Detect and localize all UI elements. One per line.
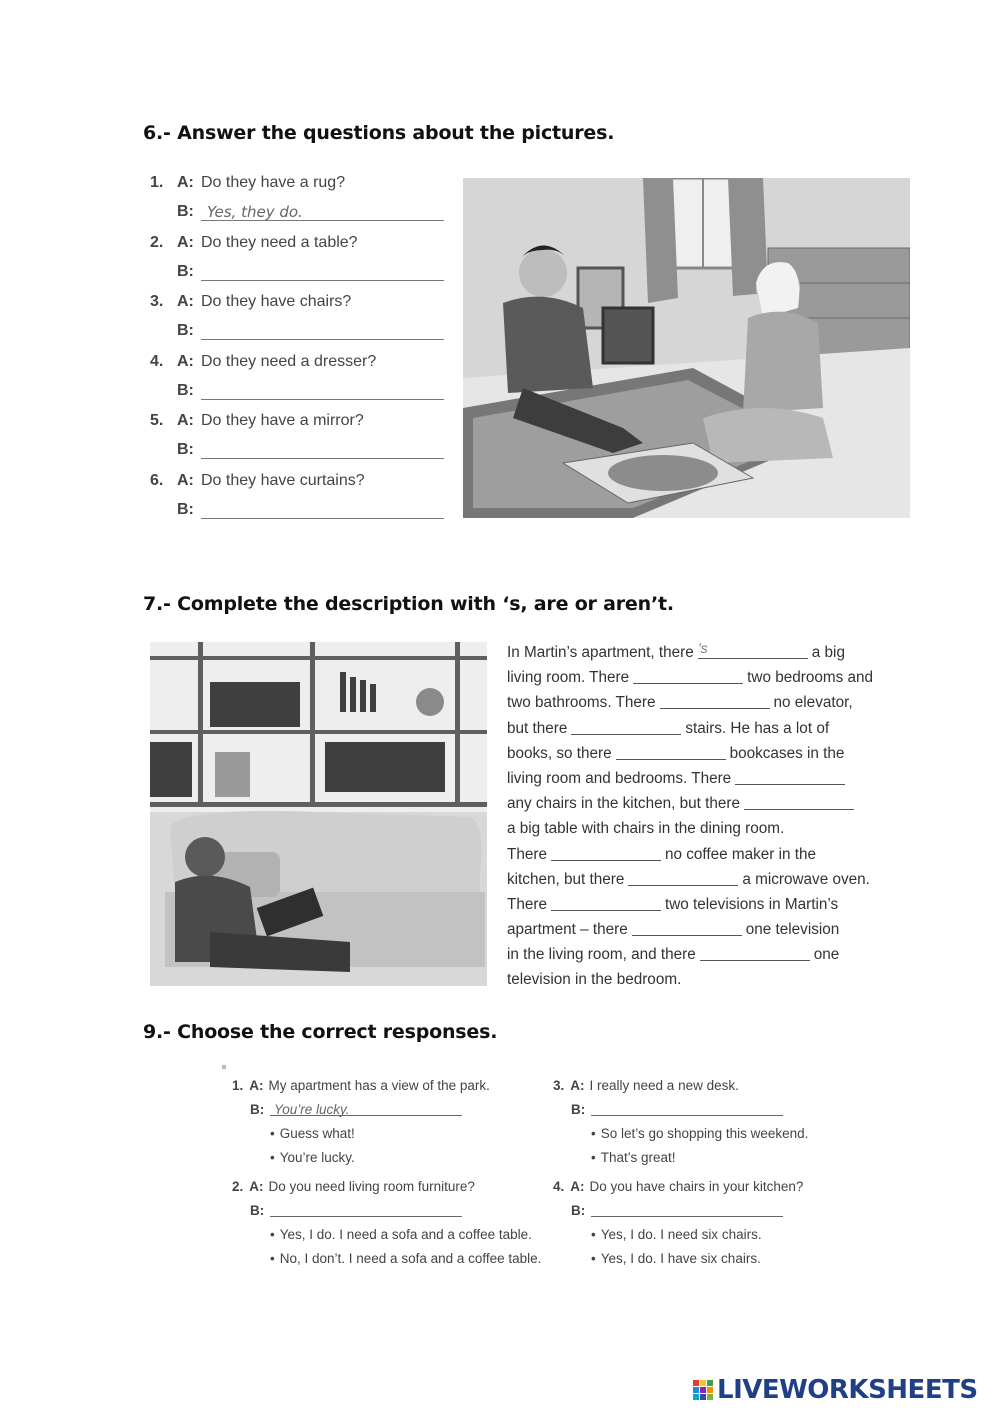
description-line	[507, 842, 902, 867]
response-blank[interactable]	[591, 1203, 783, 1217]
label-a: A:	[249, 1078, 264, 1093]
description-text: no coffee maker in the	[664, 845, 817, 863]
fill-blank[interactable]	[735, 769, 845, 785]
couple-pizza-illustration	[463, 178, 910, 518]
exercise-a-row	[232, 1078, 490, 1093]
small-marker	[222, 1065, 226, 1069]
living-room-illustration	[150, 642, 487, 986]
description-text: no elevator,	[773, 694, 853, 712]
response-text: You’re lucky.	[274, 1102, 350, 1117]
option-text: So let’s go shopping this weekend.	[600, 1126, 809, 1141]
description-line	[507, 665, 902, 690]
description-line	[507, 791, 902, 816]
response-option[interactable]	[270, 1251, 541, 1266]
question-text: Do they need a table?	[201, 233, 358, 251]
option-text: You’re lucky.	[279, 1150, 355, 1165]
label-b: B:	[250, 1203, 265, 1218]
fill-blank[interactable]	[700, 945, 810, 961]
label-a: A:	[177, 174, 194, 191]
label-a: A:	[570, 1078, 585, 1093]
option-text: No, I don’t. I need a sofa and a coffee table.	[279, 1251, 542, 1266]
liveworksheets-logo	[693, 1375, 978, 1405]
answer-text	[201, 263, 207, 281]
label-b: B:	[177, 381, 194, 399]
label-b: B:	[177, 262, 194, 280]
exercise-a-row	[553, 1179, 803, 1194]
fill-blank[interactable]	[632, 920, 742, 936]
description-text: in the living room, and there	[507, 946, 696, 964]
answer-text	[201, 382, 207, 400]
section-7-heading: 7.- Complete the description with ‘s, are or aren’t.	[143, 593, 674, 615]
fill-blank[interactable]	[551, 895, 661, 911]
label-b: B:	[177, 441, 194, 458]
fill-blank[interactable]	[697, 640, 808, 659]
question-text: Do they have a mirror?	[201, 412, 364, 429]
description-line	[507, 892, 902, 917]
question-number: 1.	[150, 174, 164, 191]
exercise-item-1-2	[232, 1078, 542, 1278]
exercise-number: 4.	[553, 1179, 565, 1194]
question-row-2	[150, 234, 450, 256]
description-line	[507, 690, 902, 715]
bullet: •	[270, 1126, 275, 1141]
exercise-b-row	[250, 1203, 490, 1221]
description-text: any chairs in the kitchen, but there	[507, 795, 740, 813]
description-text: two televisions in Martin’s	[664, 895, 839, 913]
label-a: A:	[177, 293, 194, 310]
response-blank[interactable]	[270, 1203, 462, 1217]
label-a: A:	[249, 1179, 264, 1194]
logo-tile	[700, 1394, 706, 1400]
description-line	[507, 716, 902, 741]
exercise-prompt: My apartment has a view of the park.	[268, 1078, 490, 1093]
answer-row-5	[150, 441, 450, 463]
exercise-prompt: I really need a new desk.	[589, 1078, 739, 1093]
response-text	[591, 1102, 595, 1117]
answer-text	[201, 501, 207, 519]
question-text: Do they need a dresser?	[201, 352, 377, 370]
response-option[interactable]	[591, 1251, 761, 1266]
answer-row-2	[150, 263, 450, 285]
description-line	[507, 816, 902, 841]
logo-tile	[700, 1380, 706, 1386]
option-text: Guess what!	[279, 1126, 355, 1141]
response-text	[591, 1203, 595, 1218]
logo-tile	[707, 1380, 713, 1386]
fill-blank[interactable]	[616, 744, 726, 760]
response-option[interactable]	[270, 1150, 355, 1165]
exercise-a-row	[232, 1179, 475, 1194]
description-text: There	[507, 895, 547, 913]
description-text: stairs. He has a lot of	[685, 719, 830, 737]
answer-text	[201, 441, 207, 459]
description-line	[507, 640, 902, 665]
label-b: B:	[571, 1102, 586, 1117]
answer-row-4	[150, 382, 450, 404]
answer-text: Yes, they do.	[207, 203, 303, 221]
logo-tile	[693, 1380, 699, 1386]
living-room-photo	[150, 642, 487, 986]
question-text: Do they have chairs?	[201, 293, 352, 310]
question-number: 3.	[150, 293, 164, 310]
logo-tile	[693, 1387, 699, 1393]
question-row-5	[150, 412, 450, 434]
answer-text	[201, 322, 207, 340]
response-option[interactable]	[591, 1150, 676, 1165]
description-line	[507, 917, 902, 942]
label-b: B:	[250, 1102, 265, 1117]
response-option[interactable]	[270, 1126, 355, 1141]
exercise-number: 1.	[232, 1078, 244, 1093]
answer-row-6	[150, 501, 450, 523]
fill-blank[interactable]	[744, 794, 854, 810]
question-number: 5.	[150, 412, 164, 429]
answer-blank[interactable]	[201, 203, 444, 221]
description-text: books, so there	[507, 744, 612, 762]
answer-row-1	[150, 203, 450, 225]
option-text: Yes, I do. I need a sofa and a coffee table.	[279, 1227, 532, 1242]
question-row-3	[150, 293, 450, 315]
description-text: In Martin’s apartment, there	[507, 644, 694, 661]
label-b: B:	[177, 322, 194, 339]
description-text: apartment – there	[507, 921, 628, 939]
answer-blank[interactable]	[201, 263, 444, 281]
response-blank[interactable]	[270, 1102, 462, 1116]
description-text: bookcases in the	[729, 744, 845, 762]
exercise-b-row	[250, 1102, 490, 1120]
couple-pizza-photo	[463, 178, 910, 518]
question-number: 4.	[150, 352, 164, 370]
bullet: •	[270, 1251, 275, 1266]
logo-tile	[700, 1387, 706, 1393]
label-b: B:	[177, 500, 194, 518]
description-text: two bathrooms. There	[507, 694, 656, 712]
response-option[interactable]	[270, 1227, 532, 1242]
description-text: two bedrooms and	[747, 669, 874, 687]
question-row-1	[150, 174, 450, 196]
option-text: Yes, I do. I have six chairs.	[600, 1251, 761, 1266]
logo-wordmark: LIVEWORKSHEETS	[717, 1375, 978, 1405]
label-a: A:	[177, 352, 194, 370]
description-text: kitchen, but there	[507, 870, 625, 888]
description-line	[507, 967, 902, 992]
description-text: living room and bedrooms. There	[507, 769, 732, 787]
description-text: one television	[745, 921, 840, 939]
description-line	[507, 867, 902, 892]
label-b: B:	[177, 203, 194, 220]
answer-blank[interactable]	[201, 382, 444, 400]
description-text: There	[507, 845, 547, 863]
exercise-b-row	[571, 1203, 811, 1221]
description-line	[507, 741, 902, 766]
section-6-heading: 6.- Answer the questions about the pictures.	[143, 122, 615, 144]
description-line	[507, 766, 902, 791]
response-blank[interactable]	[591, 1102, 783, 1116]
exercise-a-row	[553, 1078, 739, 1093]
bullet: •	[591, 1150, 596, 1165]
description-text: living room. There	[507, 669, 630, 687]
bullet: •	[591, 1251, 596, 1266]
answer-row-3	[150, 322, 450, 344]
bullet: •	[270, 1150, 275, 1165]
bullet: •	[270, 1227, 275, 1242]
logo-grid-icon	[693, 1380, 713, 1400]
response-option[interactable]	[591, 1227, 762, 1242]
fill-blank[interactable]	[551, 845, 661, 861]
exercise-prompt: Do you need living room furniture?	[268, 1179, 475, 1194]
blank-prefill: ’s	[697, 640, 708, 656]
question-row-4	[150, 353, 450, 375]
exercise-b-row	[571, 1102, 811, 1120]
option-text: That’s great!	[600, 1150, 676, 1165]
description-text: one	[813, 946, 840, 964]
exercise-prompt: Do you have chairs in your kitchen?	[589, 1179, 804, 1194]
fill-blank[interactable]	[660, 693, 770, 709]
description-line	[507, 942, 902, 967]
question-row-6	[150, 472, 450, 494]
answer-blank[interactable]	[201, 501, 444, 519]
section-6-questions	[150, 174, 450, 524]
label-a: A:	[177, 471, 194, 489]
description-text: a big	[811, 644, 845, 661]
section-9-heading: 9.- Choose the correct responses.	[143, 1021, 498, 1043]
logo-tile	[707, 1387, 713, 1393]
question-text: Do they have a rug?	[201, 174, 346, 191]
question-number: 6.	[150, 471, 164, 489]
response-option[interactable]	[591, 1126, 808, 1141]
description-text: a microwave oven.	[742, 870, 870, 888]
question-text: Do they have curtains?	[201, 471, 365, 489]
fill-blank[interactable]	[633, 668, 743, 684]
exercise-number: 2.	[232, 1179, 244, 1194]
label-b: B:	[571, 1203, 586, 1218]
description-text: but there	[507, 719, 568, 737]
label-a: A:	[177, 233, 194, 251]
section-7-description	[507, 640, 902, 993]
label-a: A:	[177, 412, 194, 429]
bullet: •	[591, 1227, 596, 1242]
fill-blank[interactable]	[571, 719, 681, 735]
option-text: Yes, I do. I need six chairs.	[600, 1227, 762, 1242]
fill-blank[interactable]	[628, 870, 738, 886]
label-a: A:	[570, 1179, 585, 1194]
description-text: television in the bedroom.	[507, 971, 682, 989]
description-text: a big table with chairs in the dining room.	[507, 820, 785, 838]
bullet: •	[591, 1126, 596, 1141]
logo-tile	[707, 1394, 713, 1400]
logo-tile	[693, 1394, 699, 1400]
answer-blank[interactable]	[201, 441, 444, 459]
response-text	[270, 1203, 274, 1218]
answer-blank[interactable]	[201, 322, 444, 340]
exercise-number: 3.	[553, 1078, 565, 1093]
exercise-item-3-4	[553, 1078, 853, 1278]
question-number: 2.	[150, 233, 164, 251]
